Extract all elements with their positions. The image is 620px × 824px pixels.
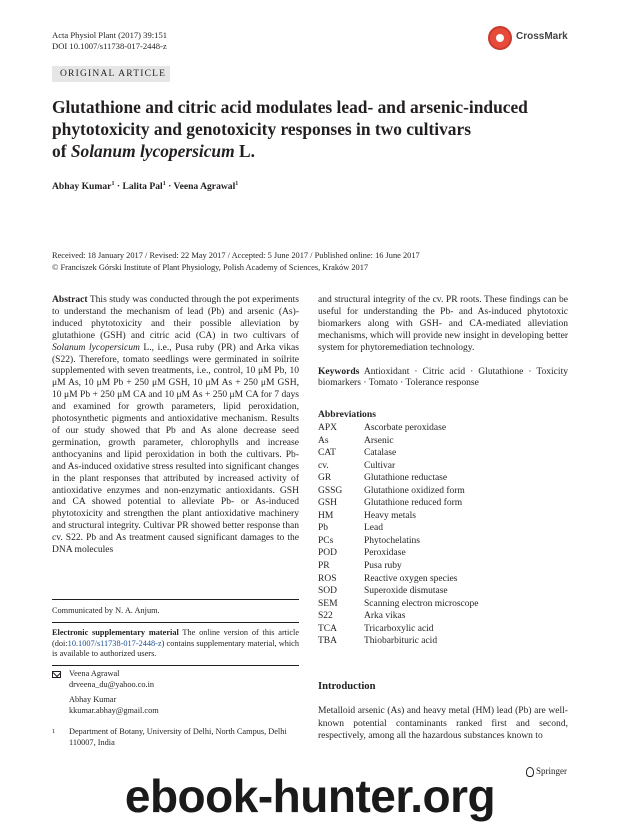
abbreviation-term: Lead	[364, 523, 383, 534]
abbreviation-row	[318, 447, 479, 460]
contact-email-1[interactable]: drveena_du@yahoo.co.in	[69, 679, 155, 689]
abbreviation-term: Tricarboxylic acid	[364, 623, 434, 634]
journal-meta	[52, 30, 167, 52]
abbreviation-key: PR	[318, 561, 330, 572]
affiliation-number: 1	[52, 728, 56, 735]
abbreviation-term: Thiobarbituric acid	[364, 636, 438, 647]
abbreviation-row	[318, 547, 479, 560]
title-line-3-suffix: L.	[234, 141, 255, 161]
affiliation-text: Department of Botany, University of Delhi, North Campus, Delhi 110007, India	[69, 727, 287, 747]
keywords-label: Keywords	[318, 365, 360, 377]
esm-text-a: The online version of this article (doi:	[52, 628, 300, 648]
abbreviation-row	[318, 522, 479, 535]
abbreviation-term: Reactive oxygen species	[364, 573, 458, 584]
abbreviation-term: Heavy metals	[364, 510, 416, 521]
abbreviation-key: As	[318, 435, 329, 446]
abbreviation-row	[318, 623, 479, 636]
abbreviation-key: HM	[318, 510, 334, 521]
contact-email-2[interactable]: kkumar.abhay@gmail.com	[69, 705, 159, 715]
abbreviation-row	[318, 535, 479, 548]
abbreviation-term: Ascorbate peroxidase	[364, 423, 447, 433]
abbreviation-key: PCs	[318, 535, 334, 546]
author-sep: ·	[165, 181, 174, 193]
abbreviation-key: TCA	[318, 623, 337, 634]
abbreviation-row	[318, 460, 479, 473]
abbreviation-key: TBA	[318, 636, 337, 647]
abbreviation-row	[318, 610, 479, 623]
author-1-affil: 1	[111, 181, 115, 187]
abstract-continuation: and structural integrity of the cv. PR roots. These findings can be useful for understanding the Pb- and As-induced phytotoxic biomarkers along with GSH- and CA-mediated alleviation mechanisms, which will provide new insight in developing better system for phytoremediation technology.	[318, 294, 568, 353]
abbreviation-key: GSH	[318, 498, 338, 509]
abbreviation-row	[318, 422, 479, 435]
abbreviation-term: Glutathione oxidized form	[364, 485, 465, 496]
abbreviation-key: POD	[318, 548, 338, 559]
abbreviation-row	[318, 560, 479, 573]
abbreviation-row	[318, 598, 479, 611]
abbreviation-row	[318, 472, 479, 485]
esm-doi-link[interactable]: 10.1007/s11738-017-2448-z	[67, 638, 162, 648]
abbreviation-term: Arsenic	[364, 435, 394, 446]
abbreviation-row	[318, 573, 479, 586]
title-line-2: phytotoxicity and genotoxicity responses in two cultivars	[52, 119, 471, 139]
introduction-heading: Introduction	[318, 681, 376, 692]
affiliation	[52, 727, 299, 748]
copyright-line: © Franciszek Górski Institute of Plant Physiology, Polish Academy of Sciences, Kraków 2017	[52, 262, 369, 272]
abbreviations-heading: Abbreviations	[318, 409, 376, 420]
abstract-continuation-block	[318, 294, 568, 389]
abbreviation-term: Scanning electron microscope	[364, 598, 479, 609]
dates-history: Received: 18 January 2017 / Revised: 22 May 2017 / Accepted: 5 June 2017 / Published online: 16 June 2017	[52, 251, 420, 260]
abstract-paragraph	[52, 294, 299, 556]
publisher-name: Springer	[536, 766, 567, 776]
abbreviation-key: Pb	[318, 523, 329, 534]
author-3[interactable]: Veena Agrawal	[173, 181, 236, 193]
footnote-divider-2	[52, 622, 299, 623]
title-line-3	[52, 140, 572, 162]
abbreviations-list	[318, 422, 479, 648]
abstract-block	[52, 294, 299, 556]
crossmark-label: CrossMark	[516, 31, 568, 42]
title-line-3-prefix: of	[52, 141, 71, 161]
abbreviation-key: S22	[318, 611, 333, 622]
abbreviation-term: Phytochelatins	[364, 535, 420, 546]
abbreviation-row	[318, 510, 479, 523]
abbreviation-term: Glutathione reduced form	[364, 498, 463, 509]
keywords-text: Antioxidant · Citric acid · Glutathione · Toxicity biomarkers · Tomato · Tolerance response	[318, 365, 568, 389]
abbreviation-term: Cultivar	[364, 460, 396, 471]
author-sep: ·	[114, 181, 123, 193]
abbreviation-key: ROS	[318, 573, 337, 584]
abbreviation-key: cv.	[318, 460, 329, 471]
esm-label: Electronic supplementary material	[52, 628, 179, 637]
journal-doi: DOI 10.1007/s11738-017-2448-z	[52, 41, 167, 51]
footnote-divider-3	[52, 665, 299, 666]
abbreviation-key: GSSG	[318, 485, 343, 496]
abstract-text-a: This study was conducted through the pot experiments to understand the mechanism of lead (Pb) and arsenic (As)-induced phytotoxicity and their possible alleviation by glutathione (GSH) and citric acid (CA) in two cultivars of	[52, 294, 299, 341]
abbreviation-term: Superoxide dismutase	[364, 586, 448, 597]
author-2[interactable]: Lalita Pal	[122, 181, 163, 193]
envelope-icon	[52, 671, 61, 678]
abbreviation-row	[318, 497, 479, 510]
corresponding-author	[52, 669, 299, 716]
article-dates	[52, 250, 420, 273]
author-2-affil: 1	[162, 181, 166, 187]
esm-note	[52, 628, 299, 660]
abbreviation-row	[318, 485, 479, 498]
abbreviation-key: SOD	[318, 586, 338, 597]
abbreviation-term: Arka vikas	[364, 611, 406, 622]
esm-text-b: ) contains supplementary material, which is available to authorized users.	[52, 638, 299, 659]
abbreviation-row	[318, 585, 479, 598]
title-line-1: Glutathione and citric acid modulates lead- and arsenic-induced	[52, 97, 528, 117]
section-tag: ORIGINAL ARTICLE	[52, 66, 170, 82]
contact-name-1: Veena Agrawal	[69, 669, 120, 678]
article-title	[52, 96, 572, 162]
abbreviation-key: GR	[318, 473, 332, 484]
abbreviation-term: Pusa ruby	[364, 561, 402, 572]
author-list	[52, 181, 238, 192]
communicated-note: Communicated by N. A. Anjum.	[52, 606, 160, 615]
footnote-divider	[52, 599, 299, 600]
keywords	[318, 366, 568, 390]
author-1[interactable]: Abhay Kumar	[52, 181, 112, 193]
abbreviation-term: Catalase	[364, 448, 397, 459]
crossmark-button[interactable]	[488, 26, 576, 52]
abbreviation-key: CAT	[318, 448, 336, 459]
abbreviation-term: Peroxidase	[364, 548, 406, 559]
introduction-text: Metalloid arsenic (As) and heavy metal (HM) lead (Pb) are well-known potential contaminants ranked first and second, respectively, among all the hazardous substances known to	[318, 705, 568, 741]
abbreviation-term: Glutathione reductase	[364, 473, 448, 484]
abbreviation-key: SEM	[318, 598, 338, 609]
abstract-species: Solanum lycopersicum	[52, 341, 140, 353]
journal-citation: Acta Physiol Plant (2017) 39:151	[52, 30, 168, 40]
abbreviation-key: APX	[318, 423, 338, 433]
title-species: Solanum lycopersicum	[70, 141, 235, 161]
abbreviation-row	[318, 435, 479, 448]
abstract-text-b: L., i.e., Pusa ruby (PR) and Arka vikas (S22). Therefore, tomato seedlings were germinated in soilrite supplemented with seven treatments, i.e., control, 10 μM Pb, 10 μM As, 10 μM Pb + 250 μM GSH, 10 μM As + 250 μM GSH, 10 μM Pb + 250 μM CA and 10 μM As + 250 μM CA for 7 days and examined for growth parameters, lipid peroxidation, photosynthetic pigments and antioxidative mechanism. Results of our study showed that Pb and As alone decrease seed germination, growth parameter, chlorophylls and increase anthocyanins and lipid peroxidation in both the cultivars. Pb- and As-induced oxidative stress resulted into significant changes in the plant responses that attributed by increased activity of antioxidative enzymes and non-enzymatic antioxidants. GSH and CA showed potential to alleviate Pb- or As-induced phytotoxicity and strengthen the plant antioxidative machinery and structural integrity. Cultivar PR showed better response than cv. S22. Pb and As treatment caused significant damages to the DNA molecules	[52, 341, 299, 556]
contact-name-2: Abhay Kumar	[69, 695, 117, 705]
crossmark-icon	[488, 26, 512, 50]
abstract-label: Abstract	[52, 294, 88, 305]
author-3-affil: 1	[235, 181, 239, 187]
abbreviation-row	[318, 635, 479, 648]
watermark: ebook-hunter.org	[124, 770, 496, 822]
